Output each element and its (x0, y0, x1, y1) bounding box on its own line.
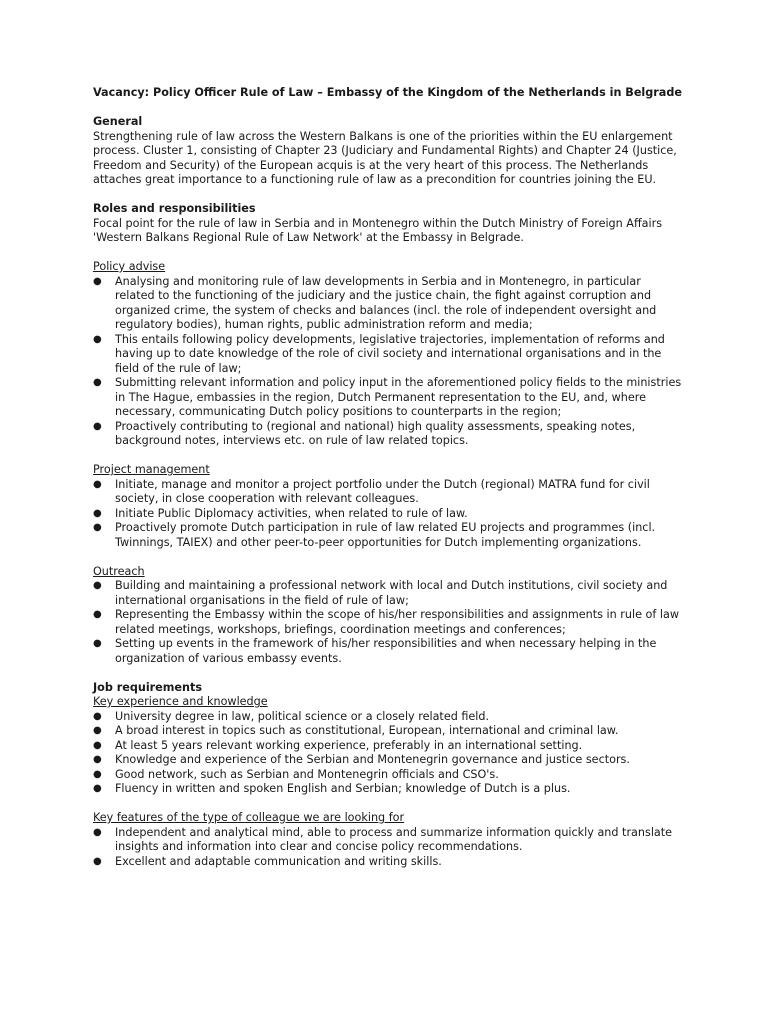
bullet-icon: ● (93, 275, 102, 287)
list-item (93, 376, 683, 420)
list-item (93, 420, 683, 449)
list-item (93, 753, 683, 768)
list-item (93, 478, 683, 507)
list-item-text: This entails following policy developments, legislative trajectories, implementation of reforms and having up to date knowledge of the role of civil society and international organisations and in the field of the rule of law; (115, 332, 665, 375)
project-management-list (93, 478, 683, 551)
list-item (93, 724, 683, 739)
list-item-text: Good network, such as Serbian and Montenegrin officials and CSO's. (115, 767, 499, 781)
bullet-icon: ● (93, 333, 102, 345)
list-item (93, 768, 683, 783)
policy-advise-list (93, 275, 683, 449)
list-item-text: Building and maintaining a professional network with local and Dutch institutions, civil society and international organisations in the field of rule of law; (115, 579, 668, 607)
list-item-text: A broad interest in topics such as constitutional, European, international and criminal law. (115, 724, 619, 737)
list-item (93, 637, 683, 666)
list-item-text: At least 5 years relevant working experience, preferably in an international setting. (115, 738, 583, 752)
bullet-icon: ● (93, 725, 102, 736)
bullet-icon: ● (93, 507, 102, 519)
list-item (93, 710, 683, 725)
bullet-icon: ● (93, 609, 102, 620)
bullet-icon: ● (93, 377, 102, 388)
list-item-text: Fluency in written and spoken English and Serbian; knowledge of Dutch is a plus. (115, 782, 571, 795)
list-item (93, 275, 683, 333)
list-item-text: Setting up events in the framework of his/her responsibilities and when necessary helping in the organization of various embassy events. (115, 637, 657, 665)
bullet-icon: ● (93, 710, 102, 722)
bullet-icon: ● (93, 768, 102, 780)
key-experience-list (93, 710, 683, 797)
bullet-icon: ● (93, 855, 102, 867)
bullet-icon: ● (93, 522, 102, 533)
list-item (93, 333, 683, 377)
outreach-heading: Outreach (93, 564, 145, 578)
list-item-text: Excellent and adaptable communication and writing skills. (115, 854, 442, 868)
list-item (93, 521, 683, 550)
general-heading: General (93, 115, 143, 128)
list-item (93, 782, 683, 797)
vacancy-title: Vacancy: Policy Officer Rule of Law – Embassy of the Kingdom of the Netherlands in Belgrade (93, 86, 682, 99)
bullet-icon: ● (93, 754, 102, 765)
general-text: Strengthening rule of law across the Western Balkans is one of the priorities within the EU enlargement process. Cluster 1, consisting of Chapter 23 (Judiciary and Fundamental Rights) and Chapter 24 (Justice, Freedom and Security) of the European acquis is at the very heart of this process. The Netherlands attaches great importance to a functioning rule of law as a precondition for countries joining the EU. (93, 129, 677, 186)
list-item-text: Proactively promote Dutch participation in rule of law related EU projects and programmes (incl. Twinnings, TAIEX) and other peer-to-peer opportunities for Dutch implementing organizations. (115, 521, 656, 549)
list-item (93, 608, 683, 637)
document-content (93, 86, 683, 869)
bullet-icon: ● (93, 420, 102, 432)
list-item-text: Representing the Embassy within the scope of his/her responsibilities and assignments in rule of law related meetings, workshops, briefings, coordination meetings and conferences; (115, 608, 679, 636)
list-item-text: Independent and analytical mind, able to process and summarize information quickly and translate insights and information into clear and concise policy recommendations. (115, 825, 673, 853)
bullet-icon: ● (93, 580, 102, 591)
list-item-text: Knowledge and experience of the Serbian and Montenegrin governance and justice sectors. (115, 753, 630, 766)
policy-advise-heading: Policy advise (93, 260, 166, 273)
list-item (93, 507, 683, 522)
roles-text: Focal point for the rule of law in Serbia and in Montenegro within the Dutch Ministry of Foreign Affairs 'Western Balkans Regional Rule of Law Network' at the Embassy in Belgrade. (93, 216, 663, 244)
roles-heading: Roles and responsibilities (93, 202, 256, 215)
bullet-icon: ● (93, 638, 102, 649)
list-item-text: Proactively contributing to (regional and national) high quality assessments, speaking notes, background notes, interviews etc. on rule of law related topics. (115, 419, 636, 447)
list-item-text: Analysing and monitoring rule of law developments in Serbia and in Montenegro, in particular related to the functioning of the judiciary and the justice chain, the fight against corruption and organized crime, the system of checks and balances (incl. the role of independent oversight and regulatory bodies), human rights, public administration reform and media; (115, 274, 657, 331)
key-features-heading: Key features of the type of colleague we are looking for (93, 811, 405, 824)
list-item (93, 855, 683, 870)
outreach-list (93, 579, 683, 666)
bullet-icon: ● (93, 739, 102, 751)
list-item-text: Submitting relevant information and policy input in the aforementioned policy fields to the ministries in The Hague, embassies in the region, Dutch Permanent representation to the EU, and, where necessary, communicating Dutch policy positions to counterparts in the region; (115, 376, 682, 418)
list-item-text: Initiate Public Diplomacy activities, when related to rule of law. (115, 506, 468, 520)
project-management-heading: Project management (93, 463, 210, 476)
bullet-icon: ● (93, 826, 102, 838)
job-requirements-heading: Job requirements (93, 680, 202, 694)
bullet-icon: ● (93, 783, 102, 794)
list-item (93, 826, 683, 855)
list-item-text: Initiate, manage and monitor a project portfolio under the Dutch (regional) MATRA fund for civil society, in close cooperation with relevant colleagues. (115, 477, 650, 505)
key-features-list (93, 826, 683, 870)
key-experience-heading: Key experience and knowledge (93, 695, 268, 708)
list-item (93, 579, 683, 608)
list-item (93, 739, 683, 754)
list-item-text: University degree in law, political science or a closely related field. (115, 709, 490, 723)
bullet-icon: ● (93, 478, 102, 490)
